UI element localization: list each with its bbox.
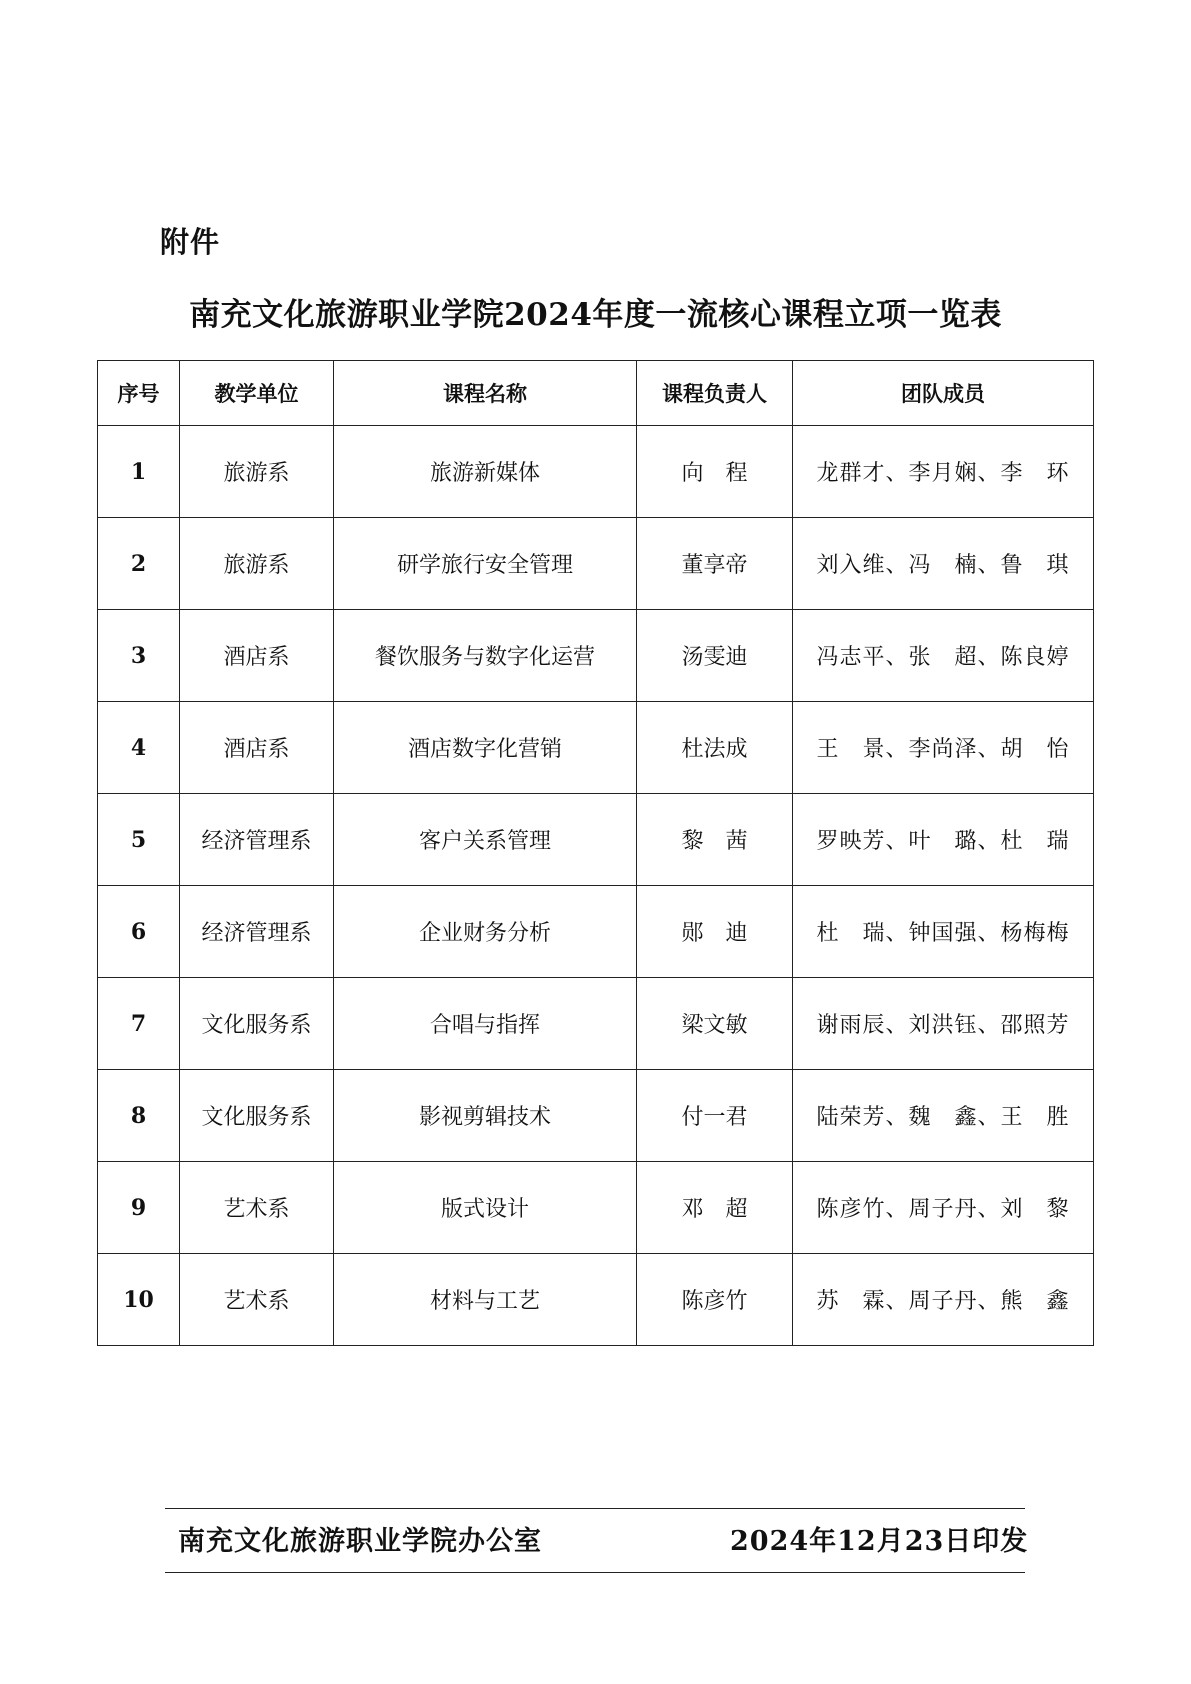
cell-course-name: 影视剪辑技术 [334,1070,637,1162]
cell-seq: 6 [98,886,180,978]
cell-seq: 7 [98,978,180,1070]
cell-seq: 5 [98,794,180,886]
cell-team-members: 冯志平、张 超、陈良婷 [793,610,1094,702]
cell-team-members: 龙群才、李月娴、李 环 [793,426,1094,518]
cell-unit: 经济管理系 [180,794,334,886]
course-table [97,360,1094,1346]
cell-seq: 4 [98,702,180,794]
cell-unit: 文化服务系 [180,1070,334,1162]
footer-top-rule [165,1508,1025,1509]
cell-unit: 旅游系 [180,518,334,610]
cell-unit: 酒店系 [180,702,334,794]
cell-course-lead: 梁文敏 [637,978,793,1070]
table-row [98,610,1094,702]
table-row [98,518,1094,610]
cell-course-lead: 黎 茜 [637,794,793,886]
header-course-lead: 课程负责人 [637,361,793,426]
cell-team-members: 陈彦竹、周子丹、刘 黎 [793,1162,1094,1254]
cell-seq: 10 [98,1254,180,1346]
header-course-name: 课程名称 [334,361,637,426]
table-row [98,978,1094,1070]
cell-unit: 经济管理系 [180,886,334,978]
table-row [98,794,1094,886]
cell-seq: 2 [98,518,180,610]
footer-issuing-office: 南充文化旅游职业学院办公室 [178,1526,542,1557]
cell-seq: 9 [98,1162,180,1254]
cell-unit: 艺术系 [180,1162,334,1254]
table-row [98,426,1094,518]
cell-course-name: 旅游新媒体 [334,426,637,518]
cell-course-name: 研学旅行安全管理 [334,518,637,610]
cell-seq: 3 [98,610,180,702]
cell-course-name: 客户关系管理 [334,794,637,886]
table-header-row [98,361,1094,426]
cell-seq: 1 [98,426,180,518]
footer-issue-date: 2024年12月23日印发 [730,1526,1029,1557]
cell-unit: 文化服务系 [180,978,334,1070]
cell-team-members: 杜 瑞、钟国强、杨梅梅 [793,886,1094,978]
cell-course-lead: 向 程 [637,426,793,518]
cell-course-lead: 董享帝 [637,518,793,610]
cell-team-members: 罗映芳、叶 璐、杜 瑞 [793,794,1094,886]
cell-unit: 旅游系 [180,426,334,518]
table-row [98,1070,1094,1162]
cell-team-members: 谢雨辰、刘洪钰、邵照芳 [793,978,1094,1070]
cell-team-members: 刘入维、冯 楠、鲁 琪 [793,518,1094,610]
cell-course-lead: 邓 超 [637,1162,793,1254]
cell-team-members: 王 景、李尚泽、胡 怡 [793,702,1094,794]
header-seq: 序号 [98,361,180,426]
table-row [98,702,1094,794]
cell-course-lead: 杜法成 [637,702,793,794]
document-title: 南充文化旅游职业学院2024年度一流核心课程立项一览表 [189,297,1002,333]
table-row [98,1162,1094,1254]
cell-course-name: 版式设计 [334,1162,637,1254]
header-unit: 教学单位 [180,361,334,426]
header-team-members: 团队成员 [793,361,1094,426]
footer-bottom-rule [165,1572,1025,1573]
cell-course-name: 餐饮服务与数字化运营 [334,610,637,702]
cell-course-lead: 陈彦竹 [637,1254,793,1346]
cell-seq: 8 [98,1070,180,1162]
cell-course-name: 合唱与指挥 [334,978,637,1070]
cell-course-lead: 汤雯迪 [637,610,793,702]
attachment-label: 附件 [160,225,221,259]
table-row [98,1254,1094,1346]
cell-course-name: 酒店数字化营销 [334,702,637,794]
cell-course-lead: 付一君 [637,1070,793,1162]
cell-team-members: 陆荣芳、魏 鑫、王 胜 [793,1070,1094,1162]
table-row [98,886,1094,978]
cell-course-name: 材料与工艺 [334,1254,637,1346]
cell-unit: 酒店系 [180,610,334,702]
cell-course-name: 企业财务分析 [334,886,637,978]
cell-team-members: 苏 霖、周子丹、熊 鑫 [793,1254,1094,1346]
cell-course-lead: 郧 迪 [637,886,793,978]
cell-unit: 艺术系 [180,1254,334,1346]
